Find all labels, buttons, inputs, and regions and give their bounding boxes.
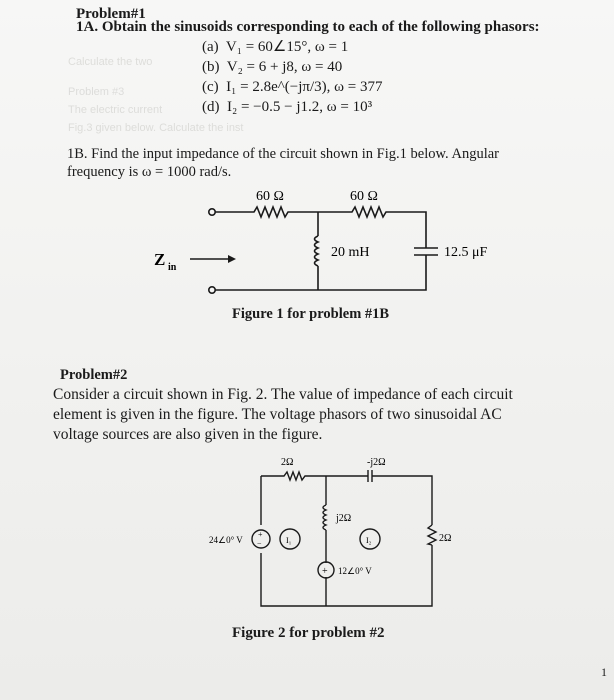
- source2-plus-icon: +: [322, 566, 328, 577]
- figure2-caption: Figure 2 for problem #2: [232, 625, 385, 641]
- phasor-c-label: (c): [202, 79, 219, 95]
- problem1a-heading: 1A. Obtain the sinusoids corresponding to each of the following phasors:: [76, 19, 540, 35]
- figure1-caption: Figure 1 for problem #1B: [232, 306, 390, 322]
- mesh2-label: I₂: [366, 536, 372, 545]
- bleed-through-text: Fig.3 given below. Calculate the inst: [68, 122, 244, 134]
- phasor-b-label: (b): [202, 59, 220, 75]
- zin-subscript: in: [168, 262, 177, 273]
- resistor-right-label: 2Ω: [439, 533, 452, 544]
- source2-label: 12∠0° V: [338, 566, 372, 576]
- problem2-title: Problem#2: [60, 367, 128, 383]
- problem1b-line2: frequency is ω = 1000 rad/s.: [67, 164, 232, 180]
- phasor-c-expression: I₁ = 2.8e^(−jπ/3), ω = 377: [226, 79, 383, 95]
- mesh1-label: I₁: [286, 536, 292, 545]
- phasor-a-label: (a): [202, 39, 219, 55]
- problem1b-line1: 1B. Find the input impedance of the circuit shown in Fig.1 below. Angular: [67, 146, 499, 162]
- right-resistor: [428, 525, 436, 545]
- bleed-through-text: Calculate the two: [68, 56, 153, 68]
- inductor-coil: [323, 505, 326, 563]
- source1-plus-icon: +: [258, 530, 263, 539]
- phasor-d-expression: I₂ = −0.5 − j1.2, ω = 10³: [227, 99, 373, 115]
- source1-minus-icon: −: [257, 539, 262, 548]
- bleed-through-text: The electric current: [68, 104, 163, 116]
- problem2-line: Consider a circuit shown in Fig. 2. The value of impedance of each circuit: [53, 386, 513, 403]
- resistor-top-label: 2Ω: [281, 457, 294, 468]
- inductor-label: j2Ω: [336, 513, 352, 524]
- phasor-d-label: (d): [202, 99, 220, 115]
- problem2-line: element is given in the figure. The voltage phasors of two sinusoidal AC: [53, 406, 502, 423]
- phasor-b-expression: V₂ = 6 + j8, ω = 40: [226, 59, 343, 75]
- problem2-line: voltage sources are also given in the figure.: [53, 426, 323, 443]
- r1-label: 60 Ω: [256, 189, 284, 204]
- phasor-a-expression: V₁ = 60∠15°, ω = 1: [225, 39, 349, 55]
- capacitor-label: 12.5 μF: [444, 245, 488, 260]
- problem1-title: Problem#1: [76, 6, 146, 22]
- r2-label: 60 Ω: [350, 189, 378, 204]
- bleed-through-text: Problem #3: [68, 86, 125, 98]
- zin-label: Z: [154, 250, 166, 269]
- capacitor-label: -j2Ω: [367, 457, 386, 468]
- page-number: 1: [601, 665, 607, 679]
- source1-label: 24∠0° V: [209, 535, 243, 545]
- inductor-label: 20 mH: [331, 245, 370, 260]
- capacitor-plates: [368, 470, 372, 482]
